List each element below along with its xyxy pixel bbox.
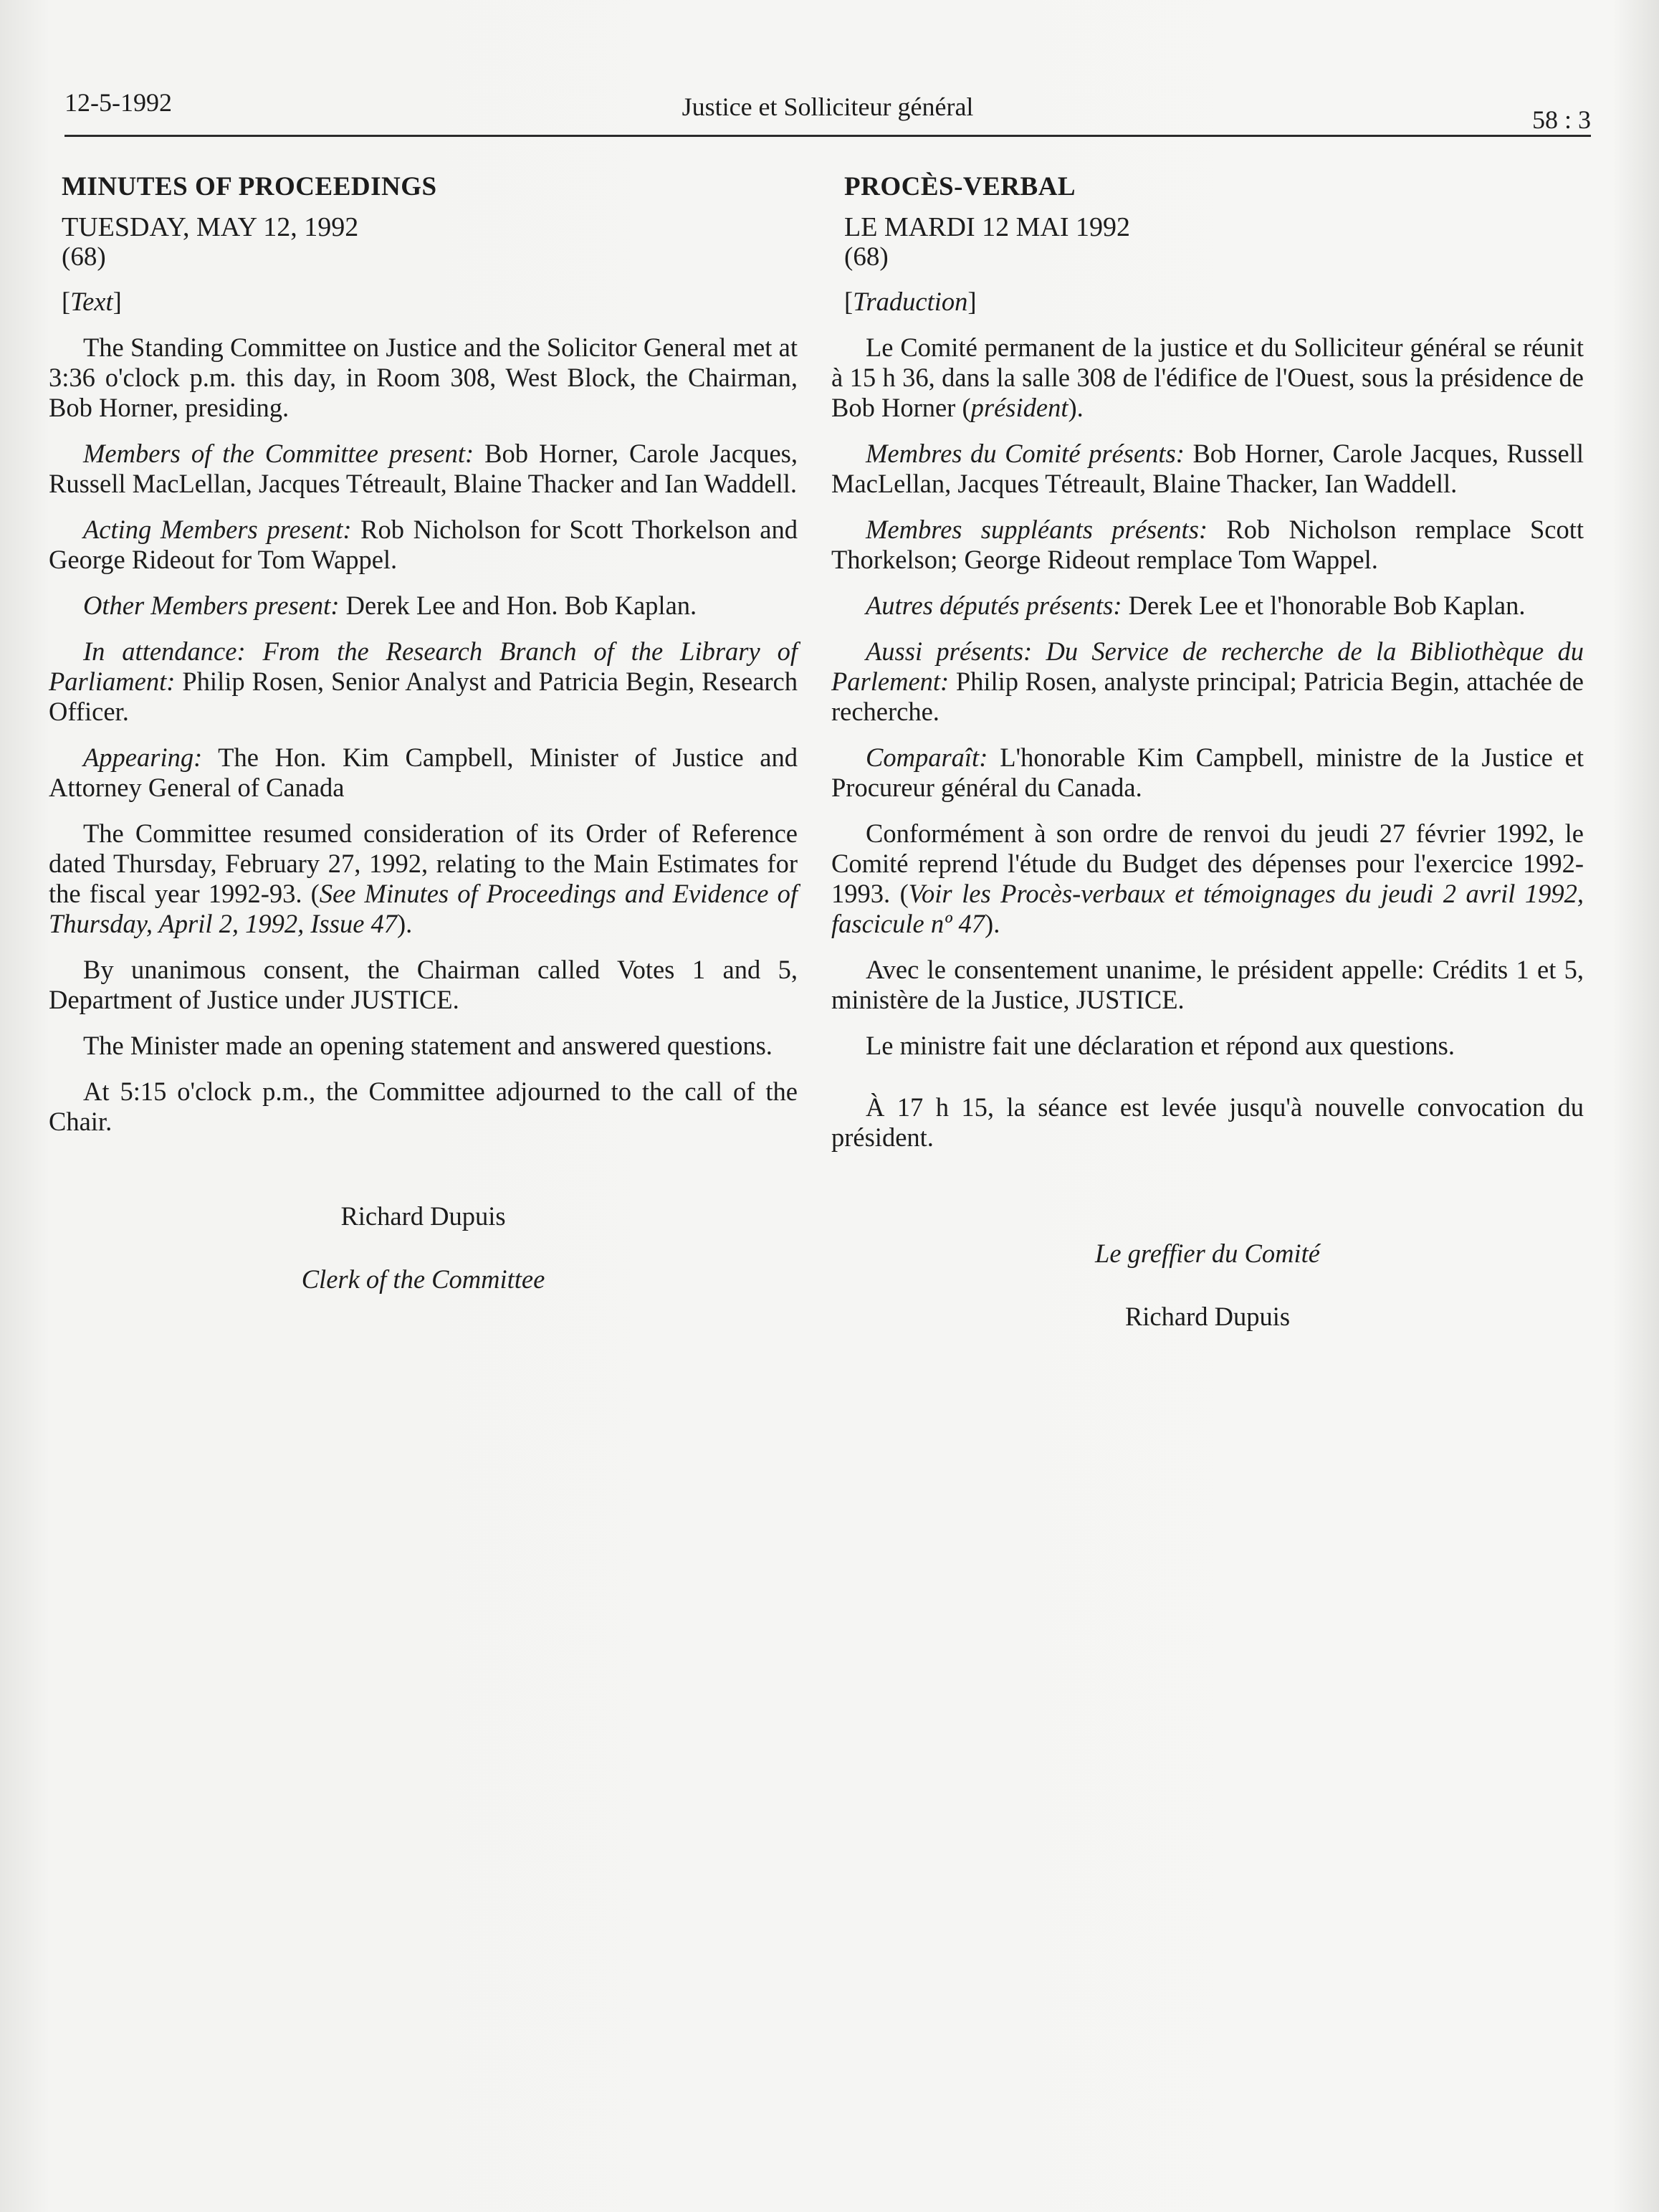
in-attendance-names-fr: Philip Rosen, analyste principal; Patricia Begin, attachée de recherche. — [831, 667, 1584, 726]
other-members-lead-fr: Autres députés présents: — [866, 591, 1122, 620]
in-attendance-fr — [831, 637, 1584, 727]
appearing-lead-fr: Comparaît: — [866, 743, 988, 772]
acting-members — [49, 515, 798, 575]
clerk-title-fr: Le greffier du Comité — [1095, 1239, 1320, 1268]
minister-statement-fr: Le ministre fait une déclaration et répond aux questions. — [866, 1031, 1455, 1060]
meeting-number: (68) — [62, 242, 106, 272]
meeting-date-fr: LE MARDI 12 MAI 1992 — [844, 212, 1130, 242]
header-date: 12-5-1992 — [64, 88, 172, 117]
order-of-reference-end: ). — [397, 909, 413, 938]
opening-paragraph-fr — [831, 333, 1584, 423]
members-present-names: Bob Horner, Carole Jacques, Russell MacLellan, Jacques Tétreault, Blaine Thacker and Ian Waddell. — [49, 439, 798, 498]
votes-called-fr: Avec le consentement unanime, le président appelle: Crédits 1 et 5, ministère de la Justice, JUSTICE. — [831, 955, 1584, 1014]
minutes-heading: MINUTES OF PROCEEDINGS — [62, 172, 437, 201]
other-members-lead: Other Members present: — [83, 591, 340, 620]
appearing — [49, 743, 798, 803]
order-of-reference-citation-fr: Voir les Procès-verbaux et témoignages du jeudi 2 avril 1992, fascicule nº 47 — [831, 879, 1584, 938]
other-members-fr — [831, 591, 1584, 621]
acting-members-fr — [831, 515, 1584, 575]
appearing-names-fr: L'honorable Kim Campbell, ministre de la Justice et Procureur général du Canada. — [831, 743, 1584, 802]
running-title: Justice et Solliciteur général — [682, 92, 974, 121]
page-header — [64, 85, 1591, 137]
acting-members-lead-fr: Membres suppléants présents: — [866, 515, 1208, 544]
signature-block — [49, 1201, 798, 1295]
clerk-title: Clerk of the Committee — [301, 1264, 545, 1294]
other-members-names: Derek Lee and Hon. Bob Kaplan. — [339, 591, 697, 620]
in-attendance-lead: In attendance: From the Research Branch of the Library of Parliament: — [49, 637, 798, 696]
meeting-number-fr: (68) — [844, 242, 889, 272]
minister-statement: The Minister made an opening statement and answered questions. — [83, 1031, 773, 1060]
page-number: 58 : 3 — [1531, 105, 1591, 134]
acting-members-lead: Acting Members present: — [83, 515, 352, 544]
english-column — [49, 172, 798, 1327]
members-present-lead: Members of the Committee present: — [83, 439, 474, 468]
opening-text-fr: Le Comité permanent de la justice et du Solliciteur général se réunit à 15 h 36, dans la salle 308 de l'édifice de l'Ouest, sous la présidence de Bob Horner ( — [831, 333, 1584, 422]
opening-paragraph: The Standing Committee on Justice and the Solicitor General met at 3:36 o'clock p.m. this day, in Room 308, West Block, the Chairman, Bob Horner, presiding. — [49, 333, 798, 422]
adjournment-fr: À 17 h 15, la séance est levée jusqu'à nouvelle convocation du président. — [831, 1092, 1584, 1152]
opening-end-fr: ). — [1068, 393, 1084, 422]
members-present-fr — [831, 439, 1584, 499]
in-attendance-names: Philip Rosen, Senior Analyst and Patricia Begin, Research Officer. — [49, 667, 798, 726]
appearing-fr — [831, 743, 1584, 803]
acting-members-names: Rob Nicholson for Scott Thorkelson and George Rideout for Tom Wappel. — [49, 515, 798, 574]
meeting-date: TUESDAY, MAY 12, 1992 — [62, 212, 359, 242]
acting-members-names-fr: Rob Nicholson remplace Scott Thorkelson; George Rideout remplace Tom Wappel. — [831, 515, 1584, 574]
appearing-lead: Appearing: — [83, 743, 203, 772]
order-of-reference-fr — [831, 819, 1584, 939]
clerk-name-fr: Richard Dupuis — [1124, 1302, 1291, 1331]
clerk-name: Richard Dupuis — [340, 1201, 506, 1231]
members-present-lead-fr: Membres du Comité présents: — [866, 439, 1185, 468]
appearing-names: The Hon. Kim Campbell, Minister of Justice and Attorney General of Canada — [49, 743, 798, 802]
traduction-label-word: Traduction — [853, 287, 968, 316]
other-members-names-fr: Derek Lee et l'honorable Bob Kaplan. — [1122, 591, 1526, 620]
other-members — [49, 591, 798, 621]
order-of-reference-end-fr: ). — [985, 909, 1000, 938]
president-word-fr: président — [970, 393, 1068, 422]
adjournment: At 5:15 o'clock p.m., the Committee adjourned to the call of the Chair. — [49, 1077, 798, 1136]
in-attendance — [49, 637, 798, 727]
proces-verbal-heading: PROCÈS-VERBAL — [844, 172, 1076, 201]
signature-block-fr — [831, 1239, 1584, 1332]
text-label: [Text] — [62, 287, 122, 316]
order-of-reference-text-fr: Conformément à son ordre de renvoi du jeudi 27 février 1992, le Comité reprend l'étude du Budget des dépenses pour l'exercice 1992-1993. ( — [831, 819, 1584, 908]
traduction-label: [Traduction] — [844, 287, 977, 316]
members-present — [49, 439, 798, 499]
text-label-word: Text — [70, 287, 113, 316]
votes-called: By unanimous consent, the Chairman called Votes 1 and 5, Department of Justice under JUSTICE. — [49, 955, 798, 1014]
order-of-reference — [49, 819, 798, 939]
order-of-reference-citation: See Minutes of Proceedings and Evidence of Thursday, April 2, 1992, Issue 47 — [49, 879, 798, 938]
in-attendance-lead-fr: Aussi présents: Du Service de recherche de la Bibliothèque du Parlement: — [831, 637, 1584, 696]
french-column — [831, 172, 1584, 1365]
order-of-reference-text: The Committee resumed consideration of its Order of Reference dated Thursday, February 27, 1992, relating to the Main Estimates for the fiscal year 1992-93. ( — [49, 819, 798, 908]
members-present-names-fr: Bob Horner, Carole Jacques, Russell MacLellan, Jacques Tétreault, Blaine Thacker, Ian Waddell. — [831, 439, 1584, 498]
